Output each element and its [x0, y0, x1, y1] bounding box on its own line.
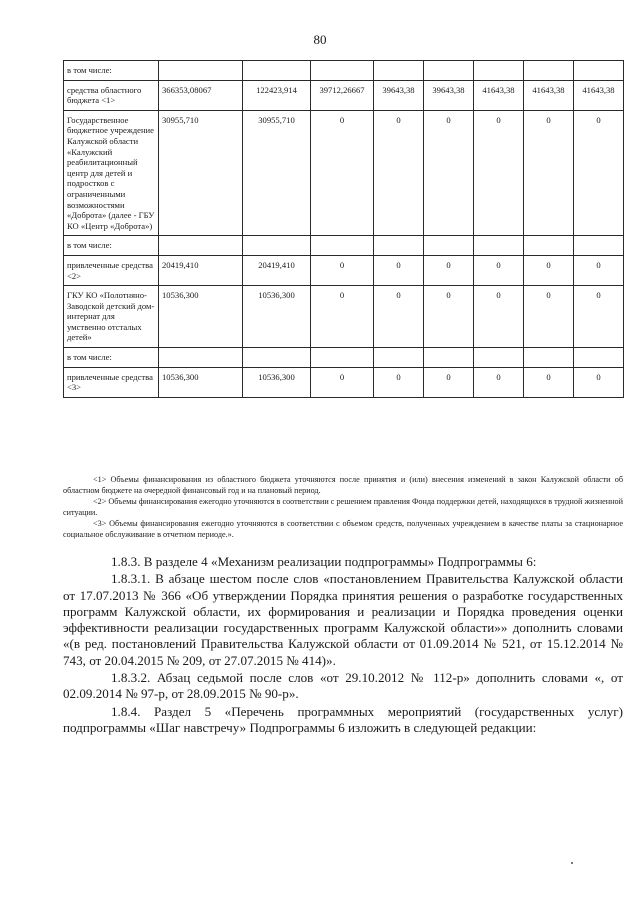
value-cell: [474, 236, 524, 256]
value-cell: [424, 348, 474, 368]
value-cell: 0: [311, 255, 374, 285]
value-cell: 0: [474, 110, 524, 236]
row-label-cell: привлеченные средства <2>: [64, 255, 159, 285]
footnote-3: <3> Объемы финансирования ежегодно уточняются в соответствии с объемом средств, полученных учреждением в качестве платы за стационарное социальное обслуживание в отчетном периоде.».: [63, 519, 623, 539]
value-cell: 0: [374, 255, 424, 285]
value-cell: 0: [374, 286, 424, 348]
paragraph-1-8-3: 1.8.3. В разделе 4 «Механизм реализации подпрограммы» Подпрограммы 6:: [111, 554, 537, 569]
table-row: [64, 367, 624, 397]
value-cell: 41643,38: [474, 80, 524, 110]
value-cell: 0: [574, 367, 624, 397]
value-cell: 0: [424, 255, 474, 285]
value-cell: 10536,300: [243, 286, 311, 348]
value-cell: 0: [574, 255, 624, 285]
footnote-2: <2> Объемы финансирования ежегодно уточняются в соответствии с решением правления Фонда поддержки детей, находящихся в трудной жизненной ситуации.: [63, 497, 623, 517]
value-cell: 10536,300: [243, 367, 311, 397]
value-cell: [524, 236, 574, 256]
table-row: [64, 255, 624, 285]
value-cell: 0: [374, 110, 424, 236]
value-cell: 30955,710: [159, 110, 243, 236]
value-cell: [424, 61, 474, 81]
value-cell: 0: [311, 367, 374, 397]
value-cell: [374, 236, 424, 256]
value-cell: 20419,410: [243, 255, 311, 285]
value-cell: [243, 348, 311, 368]
row-label-cell: ГКУ КО «Полотняно-Заводской детский дом-интернат для умственно отсталых детей»: [64, 286, 159, 348]
row-label-cell: средства областного бюджета <1>: [64, 80, 159, 110]
value-cell: [311, 236, 374, 256]
financing-table: [63, 60, 624, 398]
table-row: [64, 110, 624, 236]
value-cell: [311, 61, 374, 81]
table-row: [64, 80, 624, 110]
value-cell: [574, 348, 624, 368]
value-cell: [574, 236, 624, 256]
footnotes: [63, 474, 623, 540]
value-cell: 20419,410: [159, 255, 243, 285]
row-label-cell: Государственное бюджетное учреждение Калужской области «Калужский реабилитационный центр для детей и подростков с ограниченными возможностями «Доброта» (далее - ГБУ КО «Центр «Доброта»): [64, 110, 159, 236]
row-label-cell: привлеченные средства <3>: [64, 367, 159, 397]
value-cell: 10536,300: [159, 367, 243, 397]
value-cell: [374, 348, 424, 368]
table-row: [64, 61, 624, 81]
value-cell: [159, 236, 243, 256]
value-cell: 0: [424, 286, 474, 348]
value-cell: [159, 61, 243, 81]
value-cell: 0: [524, 110, 574, 236]
value-cell: [524, 348, 574, 368]
value-cell: 0: [474, 367, 524, 397]
value-cell: 0: [374, 367, 424, 397]
value-cell: 0: [474, 286, 524, 348]
value-cell: 10536,300: [159, 286, 243, 348]
value-cell: [311, 348, 374, 368]
table-row: [64, 286, 624, 348]
value-cell: 0: [524, 255, 574, 285]
paragraph-1-8-3-1: 1.8.3.1. В абзаце шестом после слов «постановлением Правительства Калужской области от 17.07.2013 № 366 «Об утверждении Порядка принятия решения о разработке государственных программ Калужской области, их формирования и реализации и Порядка проведения оценки эффективности реализации государственных программ Калужской области»» дополнить словами «(в ред. постановлений Правительства Калужской области от 01.09.2014 № 521, от 15.12.2014 № 743, от 20.04.2015 № 209, от 27.07.2015 № 414)».: [63, 571, 623, 668]
value-cell: 41643,38: [524, 80, 574, 110]
value-cell: [474, 348, 524, 368]
row-label-cell: в том числе:: [64, 236, 159, 256]
value-cell: [243, 61, 311, 81]
value-cell: 0: [574, 110, 624, 236]
paragraph-1-8-3-2: 1.8.3.2. Абзац седьмой после слов «от 29.10.2012 № 112-р» дополнить словами «, от 02.09.2014 № 97-р, от 28.09.2015 № 90-р».: [63, 670, 623, 702]
value-cell: 39643,38: [374, 80, 424, 110]
value-cell: 0: [474, 255, 524, 285]
value-cell: 0: [524, 286, 574, 348]
value-cell: 41643,38: [574, 80, 624, 110]
value-cell: 122423,914: [243, 80, 311, 110]
value-cell: 39712,26667: [311, 80, 374, 110]
value-cell: 0: [574, 286, 624, 348]
row-label-cell: в том числе:: [64, 61, 159, 81]
value-cell: [159, 348, 243, 368]
row-label-cell: в том числе:: [64, 348, 159, 368]
value-cell: 0: [524, 367, 574, 397]
value-cell: [243, 236, 311, 256]
value-cell: 366353,08067: [159, 80, 243, 110]
value-cell: [374, 61, 424, 81]
page-number: 80: [313, 32, 327, 47]
value-cell: 30955,710: [243, 110, 311, 236]
value-cell: 0: [311, 110, 374, 236]
value-cell: [574, 61, 624, 81]
value-cell: 0: [424, 110, 474, 236]
value-cell: 0: [424, 367, 474, 397]
scan-speck: [571, 862, 573, 864]
body-text: [63, 554, 623, 737]
table-row: [64, 236, 624, 256]
value-cell: 39643,38: [424, 80, 474, 110]
value-cell: 0: [311, 286, 374, 348]
value-cell: [424, 236, 474, 256]
value-cell: [474, 61, 524, 81]
value-cell: [524, 61, 574, 81]
footnote-1: <1> Объемы финансирования из областного бюджета уточняются после принятия и (или) внесения изменений в закон Калужской области об областном бюджете на очередной финансовый год и на плановый период.: [63, 475, 623, 495]
paragraph-1-8-4: 1.8.4. Раздел 5 «Перечень программных мероприятий (государственных услуг) подпрограммы «Шаг навстречу» Подпрограммы 6 изложить в следующей редакции:: [63, 703, 623, 735]
table-row: [64, 348, 624, 368]
